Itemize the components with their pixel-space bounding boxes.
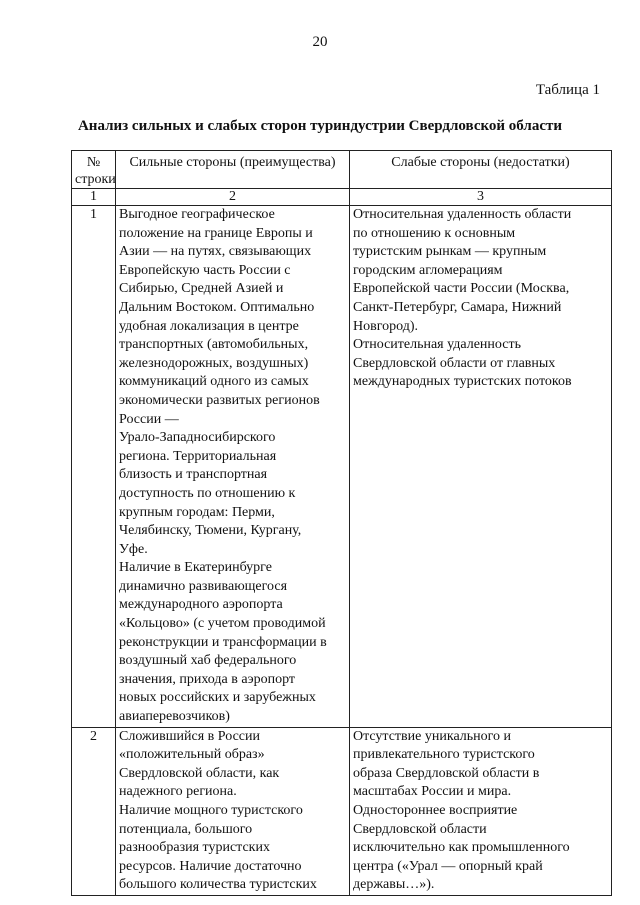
strengths-cell: Сложившийся в России «положительный образ» Свердловской области, как надежного региона. Наличие мощного туристского потенциала, большого разнообразия туристских ресурсов. Наличие достаточно большого количества туристских bbox=[116, 727, 350, 895]
column-index-row bbox=[72, 189, 612, 206]
row-number: 1 bbox=[72, 206, 116, 728]
column-index-3: 3 bbox=[350, 189, 612, 206]
swot-table bbox=[71, 150, 612, 896]
strengths-cell: Выгодное географическое положение на границе Европы и Азии — на путях, связывающих Европейскую часть России с Сибирью, Средней Азией и Дальним Востоком. Оптимально удобная локализация в центре транспортных (автомобильных, железнодорожных, воздушных) коммуникаций одного из самых экономически развитых регионов России — Урало-Западносибирского региона. Территориальная близость и транспортная доступность по отношению к крупным городам: Перми, Челябинску, Тюмени, Кургану, Уфе. Наличие в Екатеринбурге динамично развивающегося международного аэропорта «Кольцово» (с учетом проводимой реконструкции и трансформации в воздушный хаб федерального значения, прихода в аэропорт новых российских и зарубежных авиаперевозчиков) bbox=[116, 206, 350, 728]
header-weaknesses: Слабые стороны (недостатки) bbox=[350, 151, 612, 189]
header-row bbox=[72, 151, 612, 189]
row-number: 2 bbox=[72, 727, 116, 895]
table-row bbox=[72, 206, 612, 728]
document-title: Анализ сильных и слабых сторон туриндустрии Свердловской области bbox=[77, 118, 563, 134]
table-label: Таблица 1 bbox=[535, 82, 600, 98]
header-row-number: № строки bbox=[72, 151, 116, 189]
weaknesses-cell: Отсутствие уникального и привлекательного туристского образа Свердловской области в масштабах России и мира. Одностороннее восприятие Свердловской области исключительно как промышленного центра («Урал — опорный край державы…»). bbox=[350, 727, 612, 895]
weaknesses-cell: Относительная удаленность области по отношению к основным туристским рынкам — крупным городским агломерациям Европейской части России (Москва, Санкт-Петербург, Самара, Нижний Новгород). Относительная удаленность Свердловской области от главных международных туристских потоков bbox=[350, 206, 612, 728]
header-strengths: Сильные стороны (преимущества) bbox=[116, 151, 350, 189]
page-number: 20 bbox=[312, 34, 328, 50]
column-index-2: 2 bbox=[116, 189, 350, 206]
column-index-1: 1 bbox=[72, 189, 116, 206]
table-row bbox=[72, 727, 612, 895]
